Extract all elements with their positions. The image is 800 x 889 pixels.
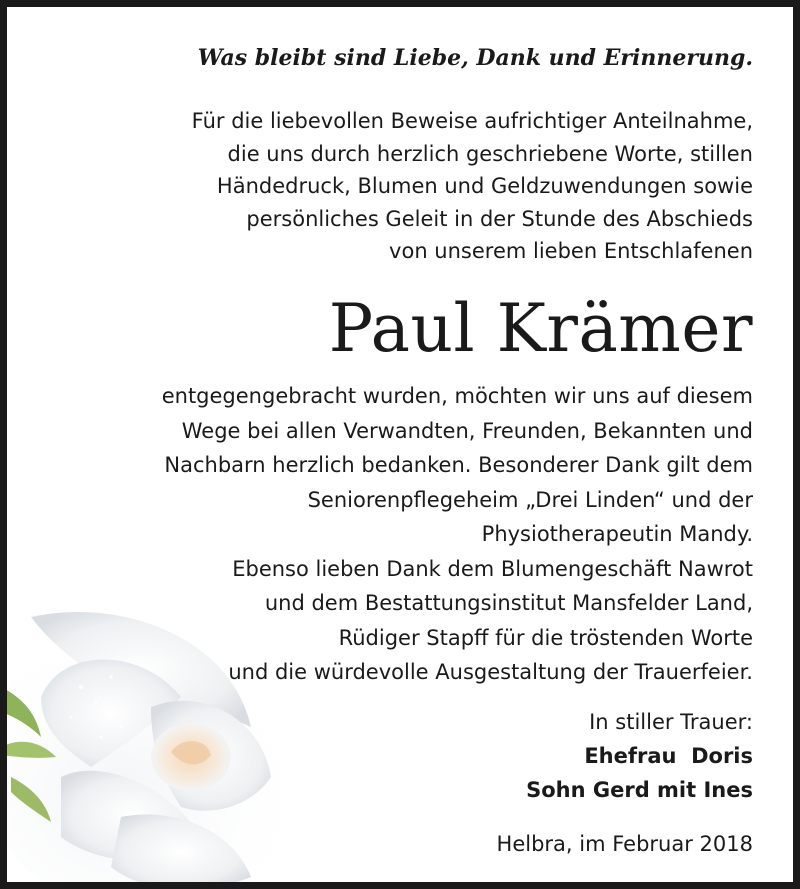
intro-line: Händedruck, Blumen und Geldzuwendungen sowie	[216, 174, 753, 198]
motto: Was bleibt sind Liebe, Dank und Erinnerung.	[197, 45, 753, 71]
thanks-line: Seniorenpflegeheim „Drei Linden“ und der	[307, 487, 753, 512]
intro-paragraph	[192, 105, 753, 268]
thanks-line: entgegengebracht wurden, möchten wir uns auf diesem	[161, 384, 753, 408]
mourning-phrase: In stiller Trauer:	[589, 710, 753, 734]
place-date: Helbra, im Februar 2018	[496, 832, 753, 856]
thanks-line: Ebenso lieben Dank dem Blumengeschäft Nawrot	[232, 556, 753, 581]
closing-block	[526, 705, 753, 807]
deceased-name: Paul Krämer	[328, 290, 753, 367]
intro-line: Für die liebevollen Beweise aufrichtiger Anteilnahme,	[191, 109, 753, 133]
intro-line: persönliches Geleit in der Stunde des Abschieds	[246, 206, 753, 231]
thanks-line: und dem Bestattungsinstitut Mansfelder Land,	[264, 591, 753, 615]
thanks-line: Physiotherapeutin Mandy.	[481, 522, 753, 546]
thanks-line: Wege bei allen Verwandten, Freunden, Bekannten und	[181, 418, 753, 443]
intro-line: die uns durch herzlich geschriebene Worte, stillen	[227, 141, 753, 166]
thanks-line: Rüdiger Stapff für die tröstenden Worte	[338, 625, 753, 650]
thanks-line: Nachbarn herzlich bedanken. Besonderer Dank gilt dem	[164, 453, 753, 477]
thanks-paragraph	[162, 379, 753, 690]
mourner-name: Ehefrau Doris	[584, 744, 753, 768]
thanks-line: und die würdevolle Ausgestaltung der Trauerfeier.	[228, 660, 753, 684]
mourner-name: Sohn Gerd mit Ines	[526, 778, 753, 802]
intro-line: von unserem lieben Entschlafenen	[389, 239, 753, 263]
